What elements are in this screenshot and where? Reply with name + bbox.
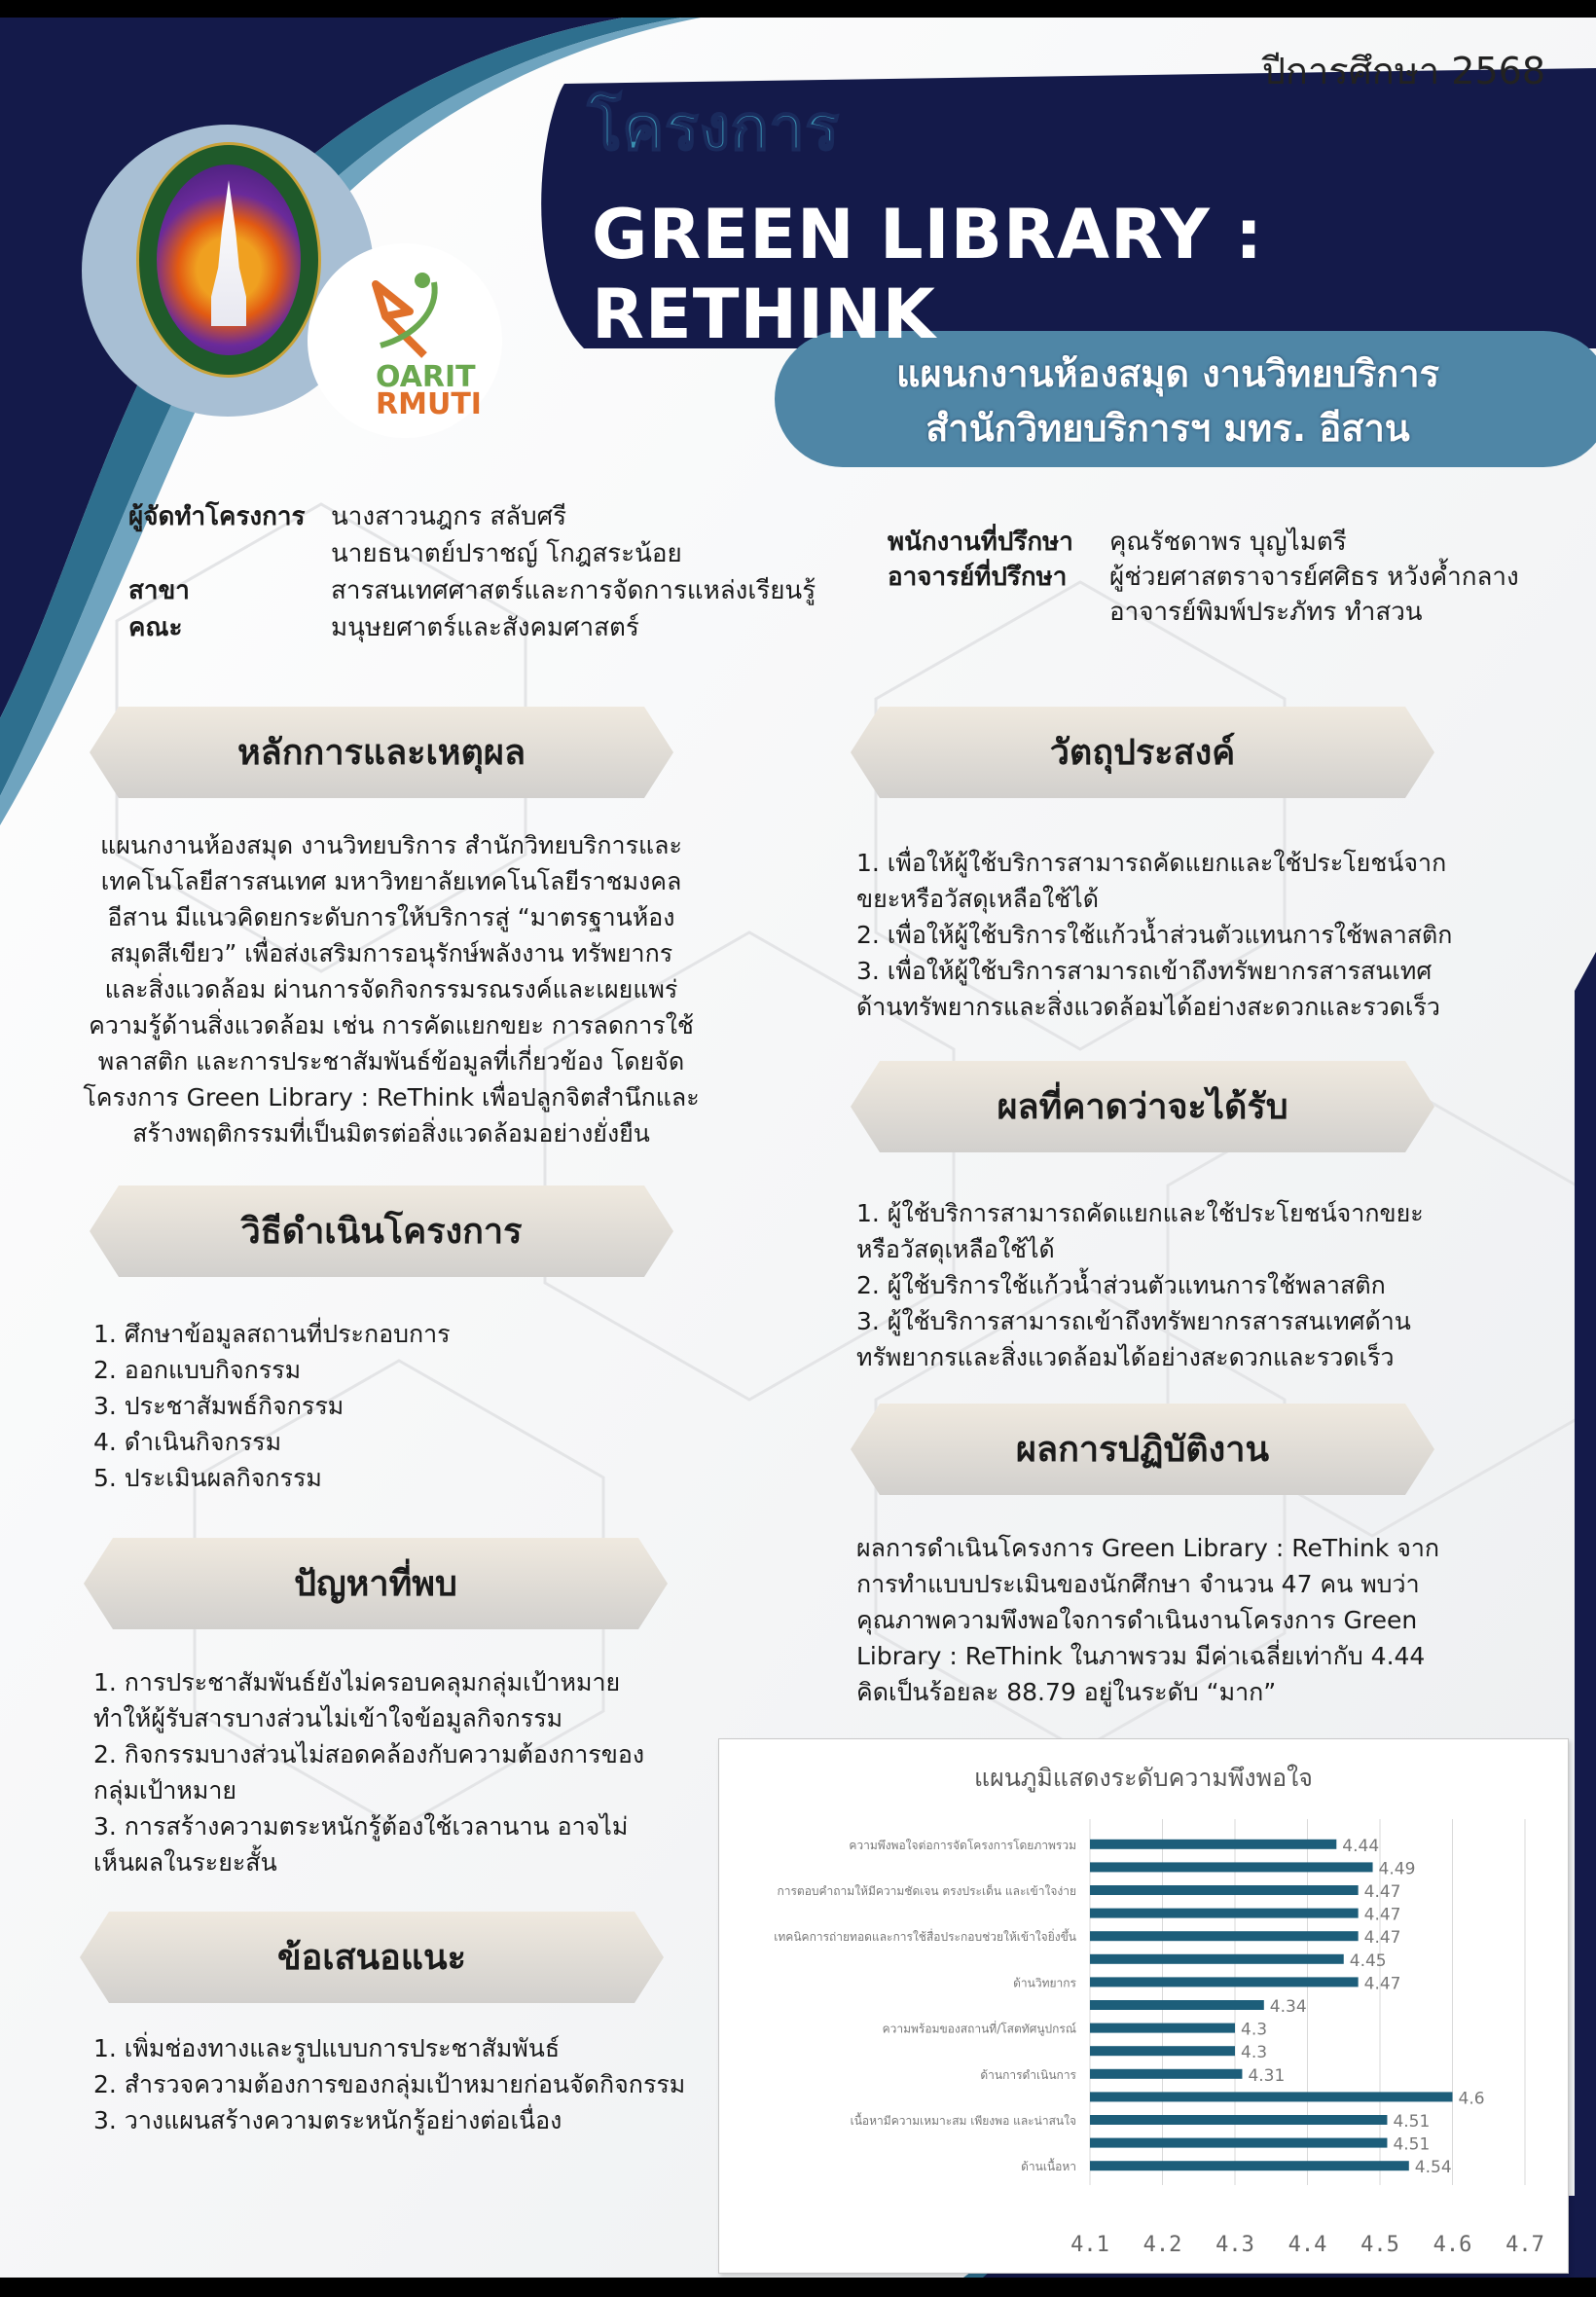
rationale-line: อีสาน มีแนวคิดยกระดับการให้บริการสู่ “มาตรฐานห้อง: [107, 903, 675, 931]
results-line: ผลการดำเนินโครงการ Green Library : ReThink จาก: [856, 1534, 1440, 1562]
expected-line: ทรัพยากรและสิ่งแวดล้อมได้อย่างสะดวกและรวดเร็ว: [856, 1343, 1395, 1371]
category-label: เทคนิคการถ่ายทอดและการใช้สื่อประกอบช่วยให้เข้าใจยิ่งขึ้น: [774, 1930, 1076, 1945]
bar-value-label: 4.3: [1241, 2043, 1268, 2063]
navy-edge-right: [1575, 952, 1596, 2198]
results-title: ผลการปฏิบัติงาน: [1015, 1430, 1270, 1470]
satisfaction-chart: [718, 1738, 1569, 2274]
results-line: คุณภาพความพึงพอใจการดำเนินงานโครงการ Green: [856, 1606, 1418, 1634]
staff-advisor-label: พนักงานที่ปรึกษา: [888, 528, 1073, 557]
major-label: สาขา: [128, 576, 190, 605]
bar-value-label: 4.47: [1363, 1974, 1401, 1994]
chart-plot: [719, 1739, 1568, 2273]
method-title: วิธีดำเนินโครงการ: [240, 1212, 523, 1252]
category-label: เนื้อหามีความเหมาะสม เพียงพอ และน่าสนใจ: [850, 2114, 1076, 2128]
faculty-advisor-label: อาจารย์ที่ปรึกษา: [888, 563, 1068, 592]
bar: [1090, 1840, 1336, 1849]
method-item: 2. ออกแบบกิจกรรม: [93, 1356, 302, 1384]
method-item: 4. ดำเนินกิจกรรม: [93, 1428, 282, 1456]
oarit-logo-text: OARIT: [376, 360, 476, 394]
bar-value-label: 4.47: [1363, 1928, 1401, 1949]
problems-list: [93, 1664, 716, 1880]
suggestions-title: ข้อเสนอแนะ: [277, 1938, 466, 1978]
staff-advisor-name: คุณรัชดาพร บุญไมตรี: [1109, 528, 1347, 557]
bar-value-label: 4.6: [1458, 2089, 1485, 2109]
section-header-method: [90, 1185, 673, 1277]
chart-title: แผนภูมิแสดงระดับความพึงพอใจ: [974, 1764, 1313, 1792]
faculty-label: คณะ: [128, 613, 183, 642]
category-label: ความพึงพอใจต่อการจัดโครงการโดยภาพรวม: [849, 1838, 1076, 1852]
bar-value-label: 4.47: [1363, 1882, 1401, 1902]
expected-title: ผลที่คาดว่าจะได้รับ: [997, 1087, 1288, 1127]
bar: [1090, 1977, 1359, 1987]
rationale-line: โครงการ Green Library : ReThink เพื่อปลูกจิตสำนึกและ: [83, 1083, 700, 1112]
bar-value-label: 4.31: [1248, 2065, 1286, 2086]
method-item: 3. ประชาสัมพธ์กิจกรรม: [93, 1392, 345, 1420]
rationale-line: พลาสติก และการประชาสัมพันธ์ข้อมูลที่เกี่ยวข้อง โดยจัด: [97, 1047, 685, 1076]
faculty-advisor-name-2: อาจารย์พิมพ์ประภัทร ทำสวน: [1109, 598, 1423, 627]
expected-line: 3. ผู้ใช้บริการสามารถเข้าถึงทรัพยากรสารสนเทศด้าน: [856, 1307, 1411, 1335]
category-label: ความพร้อมของสถานที่/โสตทัศนูปกรณ์: [882, 2022, 1076, 2036]
bar: [1090, 2138, 1387, 2148]
x-tick-label: 4.3: [1215, 2233, 1254, 2257]
bar: [1090, 2092, 1453, 2101]
page-title: GREEN LIBRARY : RETHINK: [592, 195, 1264, 354]
section-header-rationale: [90, 707, 673, 798]
problem-line: 2. กิจกรรมบางส่วนไม่สอดคล้องกับความต้องการของ: [93, 1740, 645, 1768]
method-item: 5. ประเมินผลกิจกรรม: [93, 1464, 322, 1492]
bar: [1090, 1862, 1373, 1872]
bar-value-label: 4.54: [1414, 2158, 1452, 2178]
faculty-advisor-name-1: ผู้ช่วยศาสตราจารย์ศศิธร หวังค้ำกลาง: [1109, 563, 1519, 592]
category-label: ด้านวิทยากร: [1013, 1976, 1076, 1990]
bar-value-label: 4.47: [1363, 1905, 1401, 1925]
method-item: 1. ศึกษาข้อมูลสถานที่ประกอบการ: [93, 1320, 451, 1348]
rationale-line: ความรู้ด้านสิ่งแวดล้อม เช่น การคัดแยกขยะ การลดการใช้: [89, 1011, 694, 1039]
x-tick-label: 4.6: [1433, 2233, 1472, 2257]
bar: [1090, 2024, 1235, 2033]
objective-line: 1. เพื่อให้ผู้ใช้บริการสามารถคัดแยกและใช้ประโยชน์จาก: [856, 849, 1447, 877]
objective-line: 3. เพื่อให้ผู้ใช้บริการสามารถเข้าถึงทรัพยากรสารสนเทศ: [856, 957, 1433, 985]
method-list: [93, 1316, 697, 1496]
bar: [1090, 2161, 1409, 2170]
problems-title: ปัญหาที่พบ: [294, 1564, 457, 1604]
rationale-text: [60, 827, 722, 1151]
bar: [1090, 2000, 1264, 2010]
rationale-line: เทคโนโลยีสารสนเทศ มหาวิทยาลัยเทคโนโลยีราชมงคล: [100, 867, 682, 895]
x-tick-label: 4.2: [1143, 2233, 1182, 2257]
bar-value-label: 4.51: [1393, 2112, 1431, 2132]
suggestion-item: 3. วางแผนสร้างความตระหนักรู้อย่างต่อเนื่อง: [93, 2106, 562, 2134]
organizer-name-1: นางสาวนฎกร สลับศรี: [331, 502, 567, 531]
bar: [1090, 2115, 1387, 2125]
subtitle-line-1: แผนกงานห้องสมุด งานวิทยบริการ: [896, 352, 1439, 395]
objective-line: ด้านทรัพยากรและสิ่งแวดล้อมได้อย่างสะดวกและรวดเร็ว: [856, 993, 1440, 1021]
suggestion-item: 2. สำรวจความต้องการของกลุ่มเป้าหมายก่อนจัดกิจกรรม: [93, 2070, 686, 2098]
bar-value-label: 4.45: [1349, 1951, 1387, 1971]
x-tick-label: 4.5: [1360, 2233, 1399, 2257]
bar-value-label: 4.49: [1378, 1859, 1416, 1879]
expected-line: 1. ผู้ใช้บริการสามารถคัดแยกและใช้ประโยชน์จากขยะ: [856, 1199, 1424, 1227]
problem-line: ทำให้ผู้รับสารบางส่วนไม่เข้าใจข้อมูลกิจกรรม: [93, 1704, 563, 1732]
section-header-problems: [84, 1538, 668, 1629]
section-header-objectives: [851, 707, 1434, 798]
department-subtitle: [817, 346, 1518, 456]
rationale-line: แผนกงานห้องสมุด งานวิทยบริการ สำนักวิทยบริการและ: [100, 831, 682, 859]
objective-line: ขยะหรือวัสดุเหลือใช้ได้: [856, 885, 1099, 913]
organizer-label: ผู้จัดทำโครงการ: [128, 502, 306, 531]
faculty-value: มนุษยศาตร์และสังคมศาสตร์: [331, 613, 639, 642]
organizer-name-2: นายธนาตย์ปราชญ์ โกฎสระน้อย: [331, 539, 682, 568]
rationale-line: และสิ่งแวดล้อม ผ่านการจัดกิจกรรมรณรงค์และเผยแพร่: [104, 975, 678, 1003]
bar-value-label: 4.44: [1342, 1836, 1380, 1856]
problem-line: เห็นผลในระยะสั้น: [93, 1848, 277, 1877]
rationale-line: สร้างพฤติกรรมที่เป็นมิตรต่อสิ่งแวดล้อมอย่างยั่งยืน: [132, 1119, 650, 1148]
bar-value-label: 4.51: [1393, 2134, 1431, 2155]
results-line: การทำแบบประเมินของนักศึกษา จำนวน 47 คน พบว่า: [856, 1570, 1420, 1598]
rmuti-logo-text: RMUTI: [376, 387, 482, 421]
category-label: ด้านการดำเนินการ: [980, 2067, 1076, 2082]
suggestion-item: 1. เพิ่มช่องทางและรูปแบบการประชาสัมพันธ์: [93, 2034, 561, 2062]
bar: [1090, 2069, 1242, 2079]
category-label: การตอบคำถามให้มีความชัดเจน ตรงประเด็น และเข้าใจง่าย: [777, 1884, 1076, 1898]
rationale-title: หลักการและเหตุผล: [236, 733, 526, 773]
subtitle-line-2: สำนักวิทยบริการฯ มทร. อีสาน: [925, 407, 1410, 450]
x-tick-label: 4.1: [1070, 2233, 1109, 2257]
category-label: ด้านเนื้อหา: [1021, 2160, 1076, 2174]
project-info-left: [128, 498, 829, 654]
bar: [1090, 1931, 1359, 1941]
oarit-figure-icon: [356, 263, 453, 360]
section-header-expected: [851, 1061, 1434, 1152]
major-value: สารสนเทศศาสตร์และการจัดการแหล่งเรียนรู้: [331, 576, 816, 605]
x-tick-label: 4.4: [1288, 2233, 1327, 2257]
bar: [1090, 1954, 1344, 1964]
bar: [1090, 1885, 1359, 1895]
suggestions-list: [93, 2030, 716, 2138]
university-seal-logo: [136, 142, 321, 378]
bar-value-label: 4.34: [1269, 1997, 1307, 2017]
section-header-suggestions: [80, 1912, 664, 2003]
bar-value-label: 4.3: [1241, 2020, 1268, 2040]
x-tick-label: 4.7: [1505, 2233, 1544, 2257]
bar: [1090, 2046, 1235, 2056]
results-line: คิดเป็นร้อยละ 88.79 อยู่ในระดับ “มาก”: [856, 1678, 1277, 1706]
project-kicker: โครงการ: [588, 92, 840, 164]
academic-year: ปีการศึกษา 2568: [1261, 50, 1545, 92]
expected-line: 2. ผู้ใช้บริการใช้แก้วน้ำส่วนตัวแทนการใช้พลาสติก: [856, 1271, 1386, 1299]
rationale-line: สมุดสีเขียว” เพื่อส่งเสริมการอนุรักษ์พลังงาน ทรัพยากร: [109, 939, 673, 967]
objectives-title: วัตถุประสงค์: [1049, 733, 1236, 773]
poster: [0, 18, 1596, 2278]
expected-list: [856, 1195, 1538, 1375]
expected-line: หรือวัสดุเหลือใช้ได้: [856, 1235, 1055, 1263]
project-info-right: [888, 524, 1569, 640]
section-header-results: [851, 1404, 1434, 1495]
objective-line: 2. เพื่อให้ผู้ใช้บริการใช้แก้วน้ำส่วนตัวแทนการใช้พลาสติก: [856, 921, 1453, 949]
results-text: [856, 1530, 1538, 1710]
bar: [1090, 1909, 1359, 1918]
problem-line: กลุ่มเป้าหมาย: [93, 1776, 237, 1805]
results-line: Library : ReThink ในภาพรวม มีค่าเฉลี่ยเท่ากับ 4.44: [856, 1642, 1426, 1670]
problem-line: 3. การสร้างความตระหนักรู้ต้องใช้เวลานาน อาจไม่: [93, 1812, 629, 1841]
problem-line: 1. การประชาสัมพันธ์ยังไม่ครอบคลุมกลุ่มเป้าหมาย: [93, 1668, 621, 1696]
objectives-list: [856, 845, 1538, 1025]
